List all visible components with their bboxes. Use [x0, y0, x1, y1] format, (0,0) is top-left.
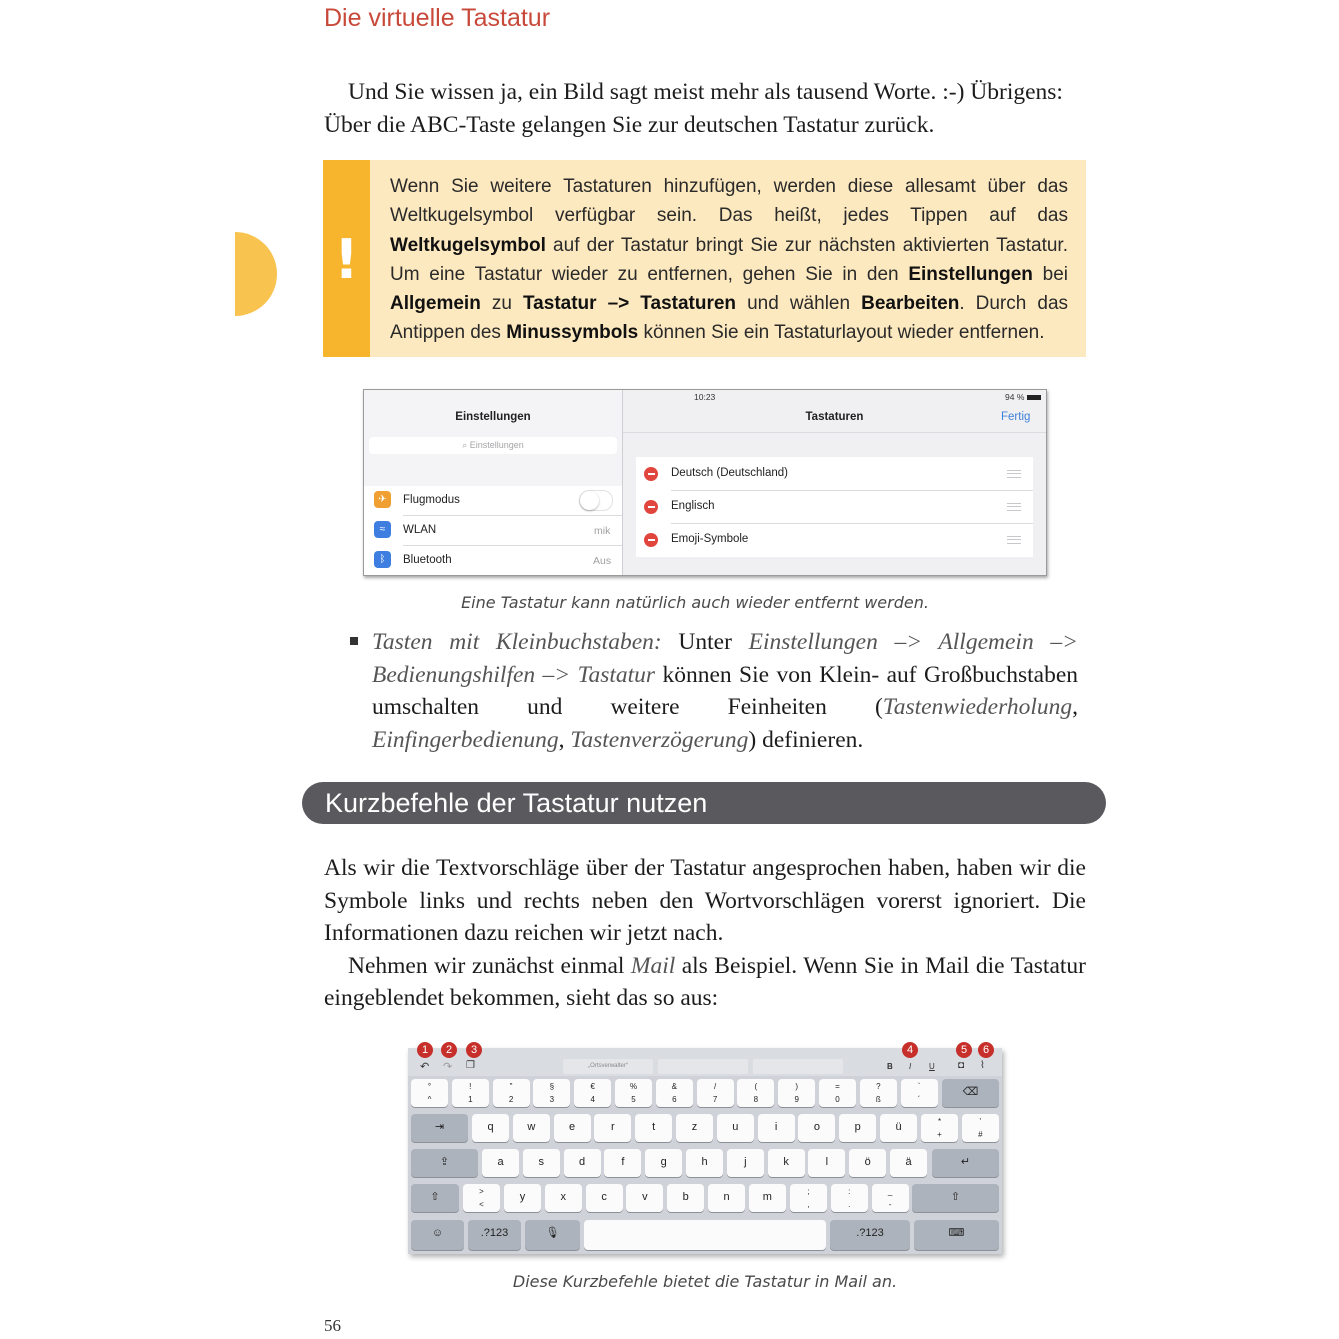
key-lower-label: 4	[590, 1095, 595, 1104]
keyboards-title: Tastaturen	[805, 411, 864, 423]
bullet-italic: Einstellungen –> Allgemein –> Bedienungshilfen –> Tastatur	[372, 629, 1078, 688]
settings-sidebar	[364, 390, 623, 575]
microphone-key[interactable]: 🎙	[525, 1220, 580, 1250]
key-lower-label: #	[978, 1130, 983, 1139]
key-p[interactable]: p	[839, 1114, 876, 1142]
key-upper-label: ;	[807, 1187, 810, 1196]
key-lower-label: ß	[875, 1095, 881, 1104]
bullet-text-part: können Sie von Klein- auf Großbuchstaben umschalten und weitere Feinheiten (	[372, 661, 1078, 720]
key-num-7[interactable]	[697, 1079, 734, 1107]
key-num-6[interactable]	[656, 1079, 693, 1107]
key-lower-label: ,	[807, 1200, 810, 1209]
settings-list	[364, 486, 622, 575]
exclamation-icon: !	[334, 228, 359, 291]
delete-minus-icon[interactable]	[644, 533, 658, 547]
tip-text-part: und wählen	[736, 293, 862, 315]
key-k[interactable]: k	[768, 1149, 805, 1177]
key-num-1[interactable]	[452, 1079, 489, 1107]
key-w[interactable]: w	[513, 1114, 550, 1142]
tip-text	[390, 172, 1068, 348]
figure-caption-2: Diese Kurzbefehle bietet die Tastatur in Mail an.	[512, 1272, 898, 1291]
key-num-3[interactable]	[533, 1079, 570, 1107]
intro-line-1: Und Sie wissen ja, ein Bild sagt meist mehr als tausend Worte. :-) Übrigens:	[348, 79, 1063, 105]
row-label-bluetooth: Bluetooth	[403, 554, 452, 566]
key-d[interactable]: d	[564, 1149, 601, 1177]
key-m[interactable]: m	[749, 1184, 786, 1212]
search-icon: ⌕	[462, 440, 468, 450]
key-num-9[interactable]	[778, 1079, 815, 1107]
key-angle-brackets[interactable]	[463, 1184, 500, 1212]
callout-badge-2: 2	[441, 1042, 457, 1058]
key-upper-label: °	[427, 1082, 432, 1091]
running-head: Die virtuelle Tastatur	[324, 4, 551, 32]
return-key[interactable]: ↵	[932, 1149, 999, 1177]
key-upper-label: /	[713, 1082, 717, 1091]
key-lower-label: ´	[917, 1095, 921, 1104]
callout-badge-3: 3	[466, 1042, 482, 1058]
numbers-key-right[interactable]: .?123	[830, 1220, 910, 1250]
battery-icon	[1027, 395, 1041, 400]
suggestion-2[interactable]	[658, 1059, 748, 1074]
intro-paragraph	[324, 76, 1086, 141]
intro-line-2: Über die ABC-Taste gelangen Sie zur deutschen Tastatur zurück.	[324, 111, 935, 138]
key-y[interactable]: y	[504, 1184, 541, 1212]
key-lower-label: -	[888, 1200, 892, 1209]
key-v[interactable]: v	[626, 1184, 663, 1212]
airplane-icon: ✈	[374, 491, 391, 508]
keyboard-row-deutsch: Deutsch (Deutschland)	[671, 467, 788, 479]
key-lower-label: .	[848, 1200, 851, 1209]
key-upper-label: €	[590, 1082, 595, 1091]
callout-badge-5: 5	[956, 1042, 972, 1058]
key-s[interactable]: s	[523, 1149, 560, 1177]
body-paragraphs	[324, 852, 1086, 1015]
tip-bold-weltkugelsymbol: Weltkugelsymbol	[390, 234, 546, 256]
key-r[interactable]: r	[594, 1114, 631, 1142]
key-upper-label: >	[479, 1187, 484, 1196]
tab-key[interactable]: ⇥	[411, 1114, 468, 1142]
key-lower-label: <	[479, 1200, 484, 1209]
underline-button[interactable]: U	[929, 1062, 935, 1071]
redo-icon[interactable]: ↷	[443, 1061, 453, 1073]
key-punct-2[interactable]	[872, 1184, 909, 1212]
key-t[interactable]: t	[635, 1114, 672, 1142]
bullet-text-part: ) definieren.	[748, 726, 864, 753]
key-i[interactable]: i	[758, 1114, 795, 1142]
keyboard-row-emoji: Emoji-Symbole	[671, 533, 749, 545]
emoji-key[interactable]: ☺	[411, 1220, 464, 1250]
bullet-text-part: Unter	[661, 629, 749, 655]
tip-text-part: bei	[1032, 263, 1069, 285]
key-upper-label: =	[835, 1082, 840, 1091]
tip-text-part: Wenn Sie weitere Tastaturen hinzufügen, werden diese allesamt über das Weltkugelsymbol verfügbar sein. Das heißt, jedes Tippen auf das	[390, 176, 1068, 227]
tip-bold-allgemein: Allgemein	[390, 293, 481, 315]
sidebar-title: Einstellungen	[455, 411, 531, 423]
key-lower-label: 3	[549, 1095, 555, 1104]
key-u[interactable]: u	[717, 1114, 754, 1142]
italic-button[interactable]: I	[909, 1062, 912, 1071]
bluetooth-icon: ᛒ	[374, 551, 391, 568]
row-value-bluetooth: Aus	[593, 555, 612, 567]
key-lower-label: ^	[427, 1095, 432, 1104]
key-upper-label: ?	[876, 1082, 881, 1091]
tip-text-part: zu	[480, 293, 523, 315]
tip-box	[323, 160, 1086, 357]
status-battery	[1005, 392, 1041, 402]
caps-lock-key[interactable]: ⇪	[411, 1149, 478, 1177]
body-text-part: als Beispiel. Wenn Sie in Mail die Tastatur eingeblendet bekommen, sieht das so aus:	[324, 952, 1086, 1011]
attachment-icon[interactable]: ⌇	[980, 1060, 985, 1071]
bullet-italic: Tasten mit Kleinbuchstaben:	[372, 629, 662, 655]
bullet-italic: Tastenverzögerung	[570, 726, 749, 753]
battery-label: 94 %	[1005, 392, 1025, 402]
tip-text-part: können Sie ein Tastaturlayout wieder entfernen.	[638, 322, 1045, 344]
row-separator	[671, 490, 1033, 491]
key-h[interactable]: h	[686, 1149, 723, 1177]
body-paragraph-1: Als wir die Textvorschläge über der Tastatur angesprochen haben, haben wir die Symbole links und rechts neben den Wortvorschlägen vorerst ignoriert. Die Informationen dazu reichen wir jetzt nach.	[324, 855, 1086, 946]
key-lower-label: 8	[753, 1095, 759, 1104]
tip-bold-minussymbols: Minussymbols	[506, 322, 639, 344]
status-time: 10:23	[694, 392, 716, 402]
key-ü[interactable]: ü	[880, 1114, 917, 1142]
key-lower-label: 7	[712, 1095, 718, 1104]
key-upper-label: :	[848, 1187, 851, 1196]
key-upper-label: %	[629, 1082, 638, 1091]
bold-button[interactable]: B	[887, 1062, 893, 1071]
side-tab-marker	[235, 232, 277, 316]
key-upper-label: _	[887, 1187, 893, 1196]
key-g[interactable]: g	[645, 1149, 682, 1177]
key-lower-label: +	[937, 1130, 942, 1139]
numbers-key-left[interactable]: .?123	[468, 1220, 521, 1250]
airplane-toggle[interactable]	[579, 490, 613, 511]
key-num-4[interactable]	[574, 1079, 611, 1107]
bullet-italic: Tastenwiederholung	[882, 694, 1073, 720]
reorder-grip-icon[interactable]	[1007, 536, 1021, 544]
key-a[interactable]: a	[482, 1149, 519, 1177]
key-upper-label: "	[509, 1082, 513, 1091]
tip-text-part: auf der Tastatur bringt Sie zur nächsten aktivierten Tastatur. Um eine Tastatur wieder zu entfernen, gehen Sie in den	[390, 234, 1068, 285]
key-upper-label: (	[754, 1082, 758, 1091]
key-num-10[interactable]	[819, 1079, 856, 1107]
space-key[interactable]	[584, 1220, 826, 1250]
suggestion-3[interactable]	[753, 1059, 843, 1074]
row-label-flugmodus: Flugmodus	[403, 494, 460, 506]
body-italic-mail: Mail	[630, 952, 676, 979]
delete-key[interactable]: ⌫	[942, 1079, 999, 1107]
key-num-2[interactable]	[493, 1079, 530, 1107]
key-lower-label: 2	[508, 1095, 514, 1104]
key-upper-label: *	[937, 1117, 942, 1126]
reorder-grip-icon[interactable]	[1007, 503, 1021, 511]
tip-text-part: . Durch das Antippen des	[390, 293, 1069, 344]
key-upper-label: &	[671, 1082, 677, 1091]
key-x[interactable]: x	[545, 1184, 582, 1212]
settings-search-field[interactable]	[369, 437, 617, 454]
delete-minus-icon[interactable]	[644, 467, 658, 481]
key-ö[interactable]: ö	[849, 1149, 886, 1177]
key-c[interactable]: c	[586, 1184, 623, 1212]
hide-keyboard-key[interactable]: ⌨	[914, 1220, 999, 1250]
key-upper-label: §	[549, 1082, 555, 1091]
key-upper-label: !	[469, 1082, 472, 1091]
key-extra-1[interactable]	[962, 1114, 999, 1142]
header-separator	[623, 432, 1046, 433]
key-punct-0[interactable]	[790, 1184, 827, 1212]
row-separator	[671, 523, 1033, 524]
bullet-italic: Einfingerbedienung	[372, 726, 559, 753]
key-upper-label: `	[917, 1082, 921, 1091]
reorder-grip-icon[interactable]	[1007, 470, 1021, 478]
key-l[interactable]: l	[808, 1149, 845, 1177]
bullet-text-part: ,	[558, 726, 571, 753]
page-number: 56	[324, 1316, 341, 1335]
toggle-knob	[580, 491, 599, 510]
key-upper-label: '	[979, 1117, 982, 1126]
row-value-wlan: mik	[594, 525, 611, 537]
key-num-11[interactable]	[860, 1079, 897, 1107]
key-lower-label: 0	[835, 1095, 840, 1104]
key-j[interactable]: j	[727, 1149, 764, 1177]
section-title: Kurzbefehle der Tastatur nutzen	[325, 788, 708, 818]
tip-bold-einstellungen: Einstellungen	[908, 263, 1033, 285]
body-text-part: Nehmen wir zunächst einmal	[348, 952, 631, 979]
camera-icon[interactable]: ◘	[958, 1060, 965, 1071]
keyboard-row-englisch: Englisch	[671, 500, 715, 512]
key-upper-label: )	[795, 1082, 799, 1091]
key-lower-label: 1	[468, 1095, 473, 1104]
figure-caption-1: Eine Tastatur kann natürlich auch wieder entfernt werden.	[461, 593, 929, 612]
key-num-12[interactable]	[901, 1079, 938, 1107]
callout-badge-6: 6	[978, 1042, 994, 1058]
callout-badge-1: 1	[417, 1042, 433, 1058]
key-num-5[interactable]	[615, 1079, 652, 1107]
key-n[interactable]: n	[708, 1184, 745, 1212]
done-button[interactable]: Fertig	[1001, 411, 1031, 423]
bullet-square	[350, 637, 358, 645]
key-extra-0[interactable]	[921, 1114, 958, 1142]
bullet-text	[372, 626, 1078, 756]
section-heading-bar	[302, 782, 1106, 824]
key-punct-1[interactable]	[831, 1184, 868, 1212]
key-z[interactable]: z	[676, 1114, 713, 1142]
key-e[interactable]: e	[554, 1114, 591, 1142]
key-num-8[interactable]	[737, 1079, 774, 1107]
callout-badge-4: 4	[902, 1042, 918, 1058]
shift-left-key[interactable]: ⇧	[411, 1184, 459, 1212]
keyboards-list	[636, 457, 1033, 557]
settings-screenshot	[363, 389, 1047, 576]
search-placeholder: Einstellungen	[469, 440, 524, 450]
key-ä[interactable]: ä	[890, 1149, 927, 1177]
shift-right-key[interactable]: ⇧	[912, 1184, 999, 1212]
row-label-wlan: WLAN	[403, 524, 437, 536]
key-lower-label: 5	[631, 1095, 636, 1104]
tip-bold-tastaturen: Tastatur –> Tastaturen	[522, 293, 737, 315]
paste-icon[interactable]: ❐	[466, 1060, 475, 1071]
key-num-0[interactable]	[411, 1079, 448, 1107]
key-lower-label: 9	[794, 1095, 799, 1104]
key-b[interactable]: b	[667, 1184, 704, 1212]
row-separator	[403, 545, 622, 546]
undo-icon[interactable]: ↶	[420, 1061, 430, 1073]
suggestion-1[interactable]: „Ortsverwalter“	[563, 1059, 653, 1074]
key-q[interactable]: q	[472, 1114, 509, 1142]
body-paragraph-2	[324, 950, 1086, 1015]
key-f[interactable]: f	[604, 1149, 641, 1177]
delete-minus-icon[interactable]	[644, 500, 658, 514]
row-separator	[403, 515, 622, 516]
keyboard-screenshot	[408, 1048, 1002, 1254]
key-lower-label: 6	[672, 1095, 677, 1104]
tip-bold-bearbeiten: Bearbeiten	[861, 293, 960, 315]
bullet-text-part: ,	[1072, 694, 1078, 720]
key-o[interactable]: o	[798, 1114, 835, 1142]
wifi-icon: ≈	[374, 521, 391, 538]
